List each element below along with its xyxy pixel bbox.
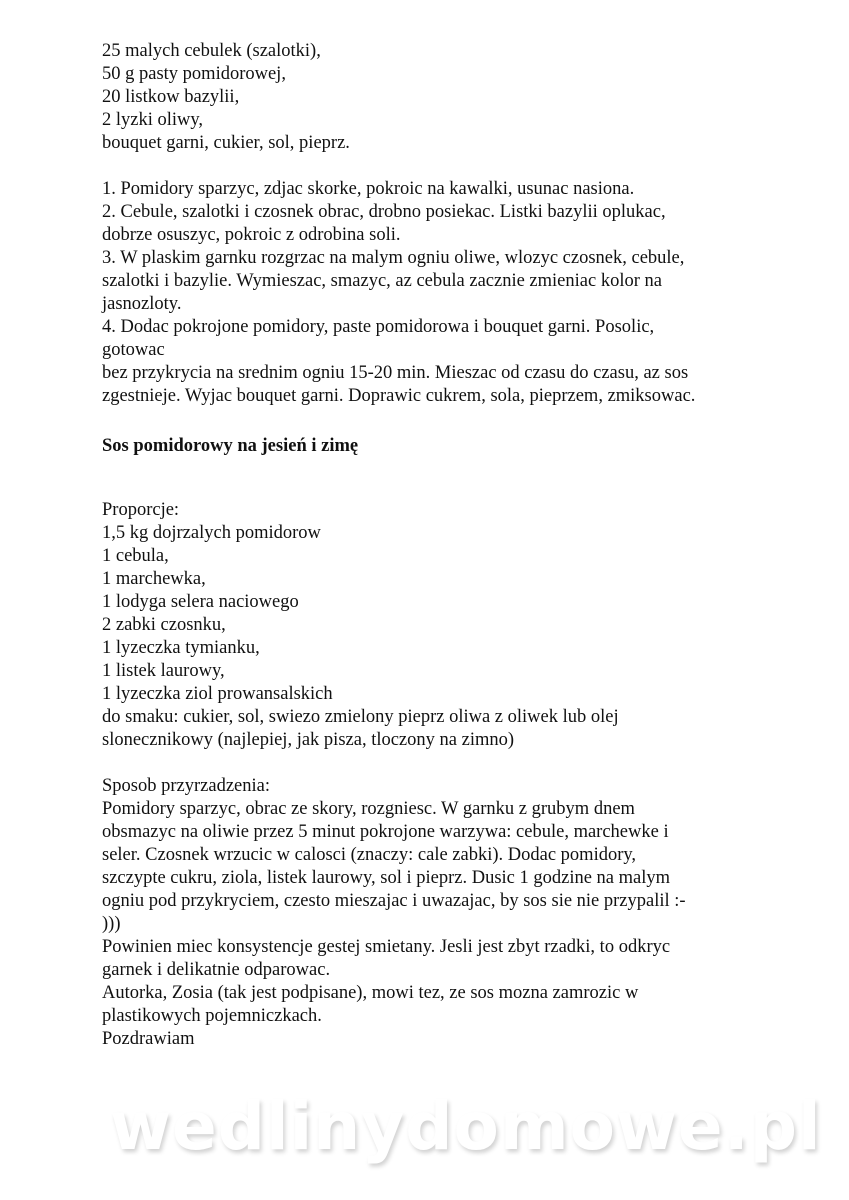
text-line: 50 g pasty pomidorowej, xyxy=(102,64,286,84)
text-line: szczypte cukru, ziola, listek laurowy, sol i pieprz. Dusic 1 godzine na malym xyxy=(102,868,671,888)
text-line: ogniu pod przykryciem, czesto mieszajac i uwazajac, by sos sie nie przypalil :- xyxy=(102,891,686,911)
text-line: bouquet garni, cukier, sol, pieprz. xyxy=(102,133,350,153)
text-line: 2 lyzki oliwy, xyxy=(102,110,204,130)
text-line: jasnozloty. xyxy=(102,294,182,314)
text-line: obsmazyc na oliwie przez 5 minut pokrojone warzywa: cebule, marchewke i xyxy=(102,822,669,842)
text-line: dobrze osuszyc, pokroic z odrobina soli. xyxy=(102,225,401,245)
text-line: 1. Pomidory sparzyc, zdjac skorke, pokroic na kawalki, usunac nasiona. xyxy=(102,179,635,199)
text-line: 1 cebula, xyxy=(102,546,169,566)
text-line: Powinien miec konsystencje gestej smietany. Jesli jest zbyt rzadki, to odkryc xyxy=(102,937,671,957)
text-line: ))) xyxy=(102,914,121,934)
text-line: seler. Czosnek wrzucic w calosci (znaczy: cale zabki). Dodac pomidory, xyxy=(102,845,637,865)
text-line: do smaku: cukier, sol, swiezo zmielony pieprz oliwa z oliwek lub olej xyxy=(102,707,619,727)
text-line: Sposob przyrzadzenia: xyxy=(102,776,270,796)
text-line: zgestnieje. Wyjac bouquet garni. Doprawic cukrem, sola, pieprzem, zmiksowac. xyxy=(102,386,696,406)
text-line: Pomidory sparzyc, obrac ze skory, rozgniesc. W garnku z grubym dnem xyxy=(102,799,635,819)
text-line: slonecznikowy (najlepiej, jak pisza, tloczony na zimno) xyxy=(102,730,515,750)
text-line: 4. Dodac pokrojone pomidory, paste pomidorowa i bouquet garni. Posolic, xyxy=(102,317,655,337)
text-line: bez przykrycia na srednim ogniu 15-20 min. Mieszac od czasu do czasu, az sos xyxy=(102,363,689,383)
preparation-steps xyxy=(102,178,695,408)
text-line: Proporcje: xyxy=(102,500,180,520)
text-line: 1 lyzeczka tymianku, xyxy=(102,638,260,658)
text-line: 1 marchewka, xyxy=(102,569,206,589)
proportions-list xyxy=(102,499,619,752)
text-line: 25 malych cebulek (szalotki), xyxy=(102,41,321,61)
text-line: 2. Cebule, szalotki i czosnek obrac, drobno posiekac. Listki bazylii oplukac, xyxy=(102,202,666,222)
text-line: Autorka, Zosia (tak jest podpisane), mowi tez, ze sos mozna zamrozic w xyxy=(102,983,639,1003)
text-line: gotowac xyxy=(102,340,165,360)
text-line: 2 zabki czosnku, xyxy=(102,615,226,635)
watermark-logo: wedlinydomowe.pl xyxy=(110,1088,822,1165)
method-text xyxy=(102,775,686,1051)
text-line: 1,5 kg dojrzalych pomidorow xyxy=(102,523,321,543)
text-line: szalotki i bazylie. Wymieszac, smazyc, az cebula zacznie zmieniac kolor na xyxy=(102,271,662,291)
text-line: 1 listek laurowy, xyxy=(102,661,225,681)
text-line: 1 lodyga selera naciowego xyxy=(102,592,299,612)
text-line: Pozdrawiam xyxy=(102,1029,195,1049)
text-line: 3. W plaskim garnku rozgrzac na malym ogniu oliwe, wlozyc czosnek, cebule, xyxy=(102,248,685,268)
text-line: 1 lyzeczka ziol prowansalskich xyxy=(102,684,333,704)
recipe-heading: Sos pomidorowy na jesień i zimę xyxy=(102,436,359,456)
text-line: plastikowych pojemniczkach. xyxy=(102,1006,322,1026)
ingredients-list xyxy=(102,40,350,155)
text-line: garnek i delikatnie odparowac. xyxy=(102,960,331,980)
text-line: 20 listkow bazylii, xyxy=(102,87,240,107)
